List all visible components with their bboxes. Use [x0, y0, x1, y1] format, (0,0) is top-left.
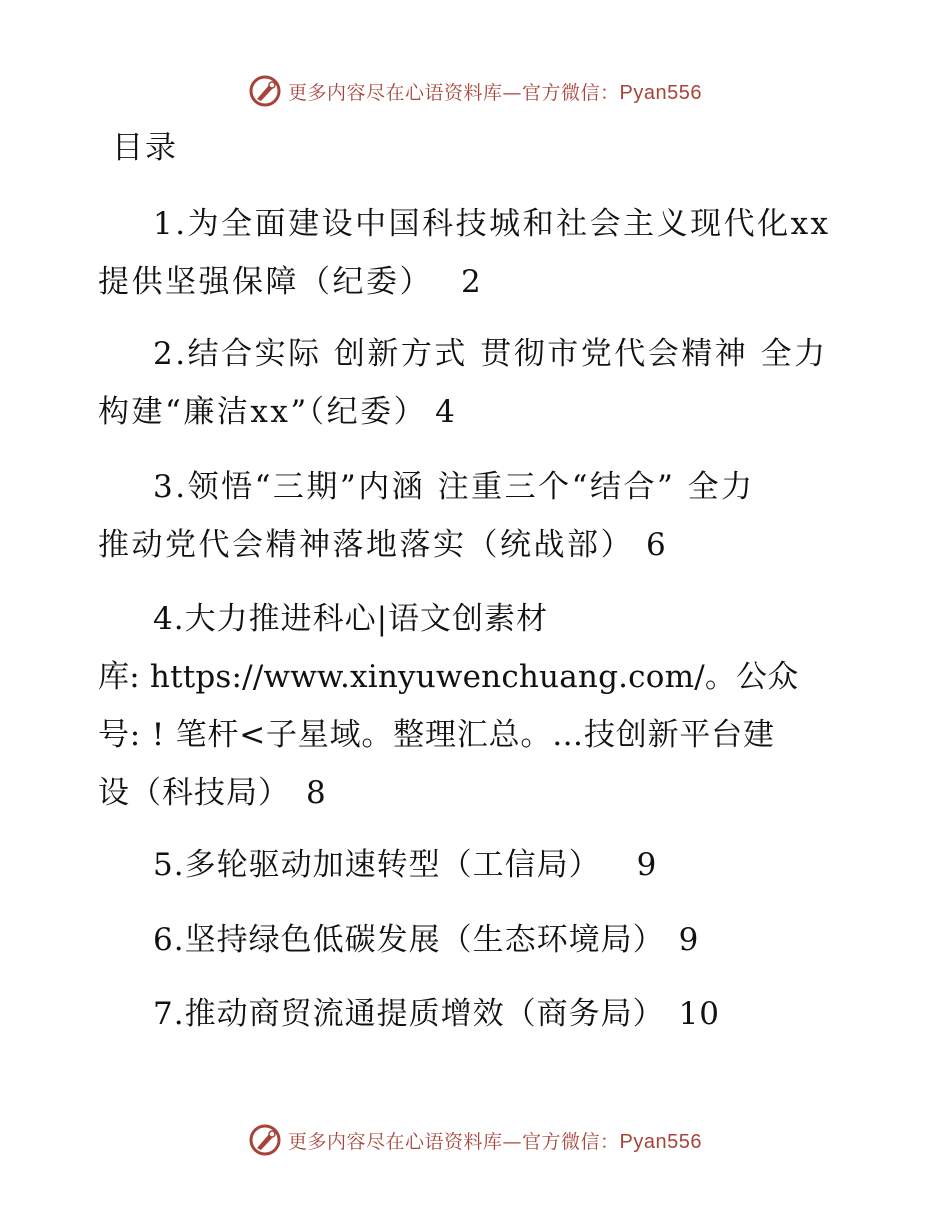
toc-page-number: 2: [461, 264, 484, 300]
toc-page-number: 8: [306, 775, 327, 811]
toc-entry-text-cont: 推动党代会精神落地落实（统战部） 6: [98, 527, 669, 563]
toc-page-number: 9: [636, 847, 658, 883]
toc-page-number: 6: [646, 527, 669, 563]
toc-page-number: 10: [678, 996, 721, 1032]
toc-entry-text-cont: 设（科技局） 8: [98, 775, 327, 811]
toc-entry-5[interactable]: [98, 836, 858, 894]
toc-title: 目录: [112, 130, 178, 166]
toc-entry-text: 5.多轮驱动加速转型（工信局） 9: [153, 847, 658, 883]
toc-entry-4[interactable]: [98, 590, 858, 822]
toc-entry-text-cont: 号: ! 笔杆<子星域。整理汇总。…技创新平台建: [98, 717, 775, 753]
watermark-header: [0, 71, 950, 111]
pen-nib-logo-icon: [248, 1123, 282, 1157]
toc-entry-text-cont: 提供坚强保障（纪委） 2: [98, 264, 484, 300]
toc-entry-text-cont: 构建“廉洁xx”（纪委） 4: [98, 394, 458, 430]
toc-page-number: 9: [678, 922, 700, 958]
toc-entry-text: 7.推动商贸流通提质增效（商务局） 10: [153, 996, 721, 1032]
watermark-text: 更多内容尽在心语资料库—官方微信：Pyan556: [288, 81, 702, 104]
toc-entry-6[interactable]: [98, 911, 858, 969]
toc-entry-1[interactable]: [98, 195, 858, 311]
watermark-text: 更多内容尽在心语资料库—官方微信：Pyan556: [288, 1130, 702, 1153]
toc-page-number: 4: [435, 394, 458, 430]
toc-entry-3[interactable]: [98, 458, 858, 574]
toc-entry-7[interactable]: [98, 985, 858, 1043]
toc-entry-text: 3.领悟“三期”内涵 注重三个“结合” 全力: [153, 469, 755, 505]
watermark-footer: [0, 1120, 950, 1160]
toc-entry-text: 1.为全面建设中国科技城和社会主义现代化xx: [153, 206, 831, 242]
pen-nib-logo-icon: [248, 74, 282, 108]
toc-entry-text: 6.坚持绿色低碳发展（生态环境局） 9: [153, 922, 700, 958]
toc-entry-text: 2.结合实际 创新方式 贯彻市党代会精神 全力: [153, 336, 828, 372]
toc-entry-text-cont: 库: https://www.xinyuwenchuang.com/。公众: [98, 659, 799, 695]
toc-entry-2[interactable]: [98, 325, 858, 441]
toc-entry-text: 4.大力推进科心|语文创素材: [153, 601, 549, 637]
